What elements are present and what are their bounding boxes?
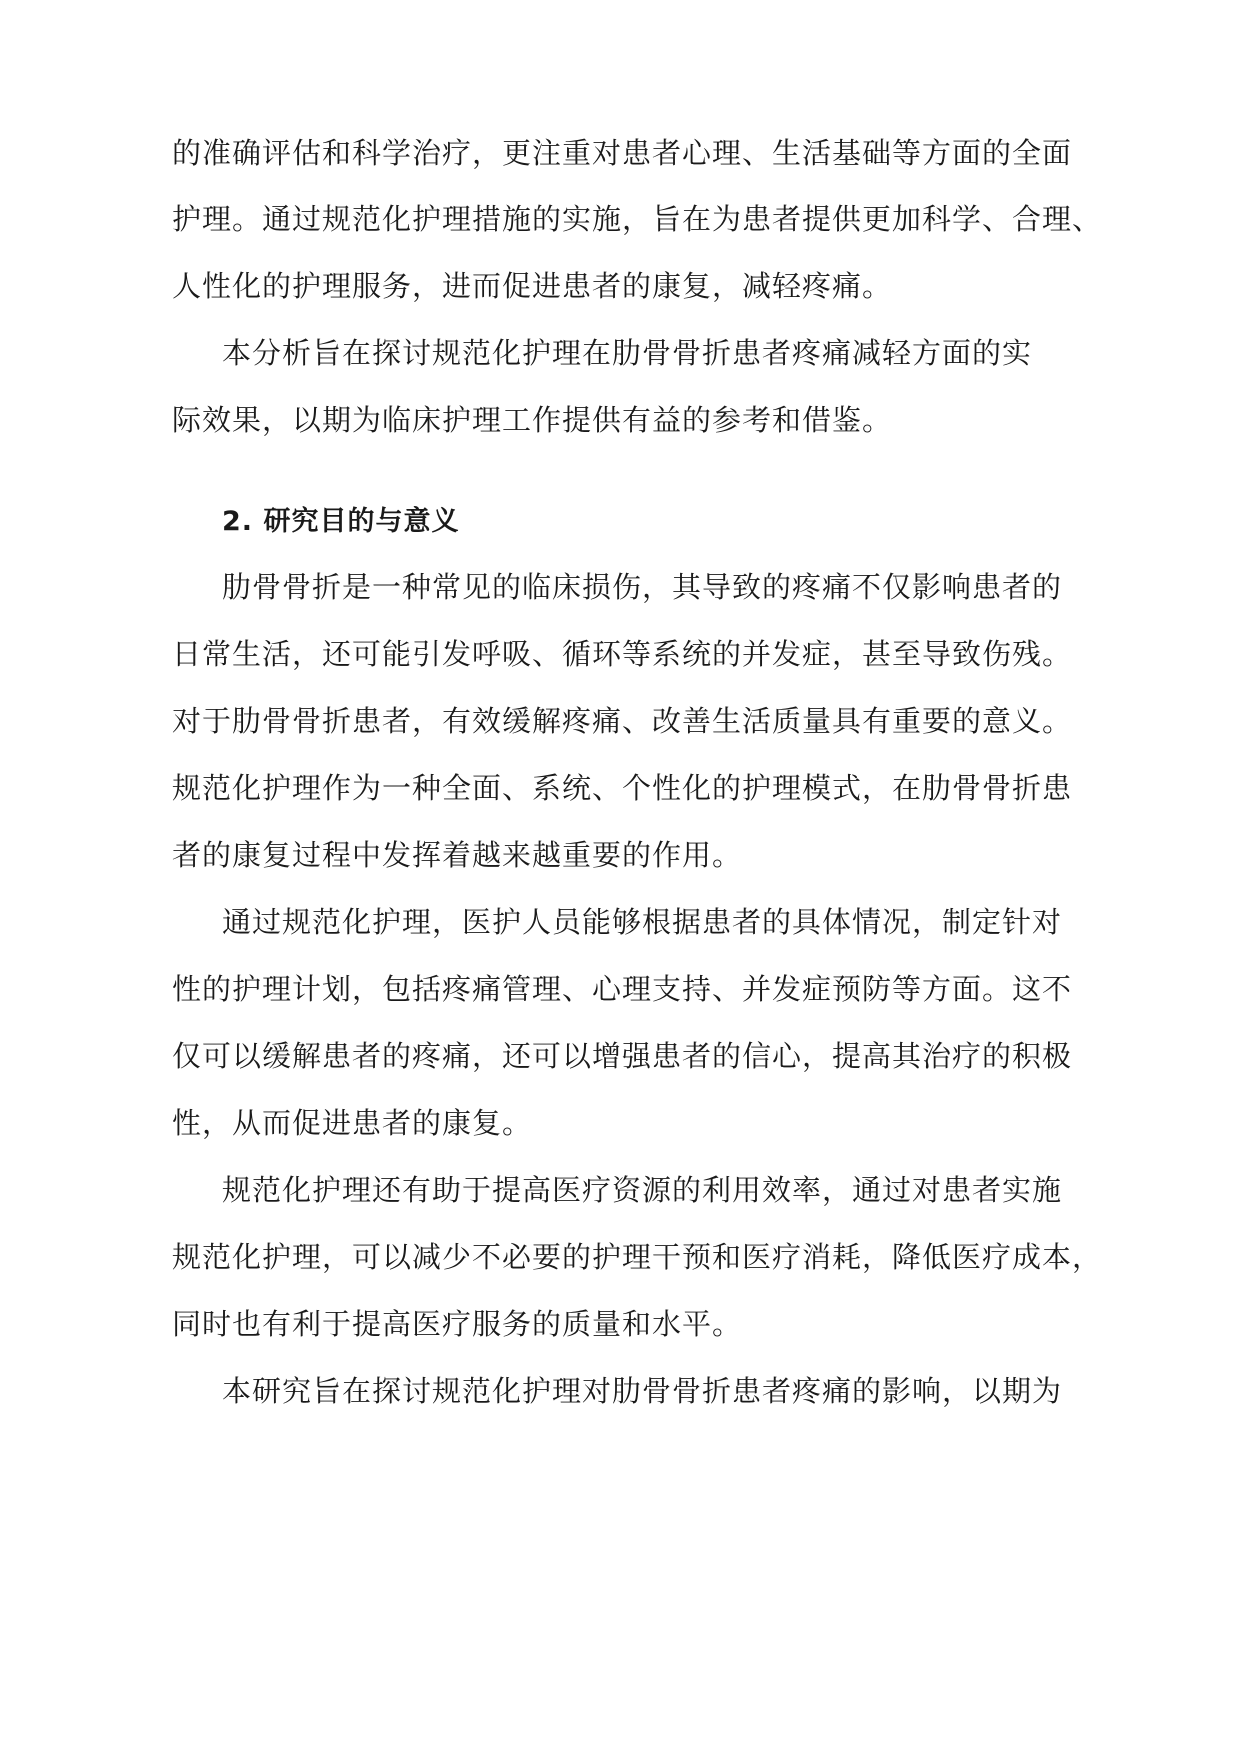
text-line: 规范化护理，可以减少不必要的护理干预和医疗消耗，降低医疗成本，: [172, 1240, 1103, 1274]
text-line: 护理。通过规范化护理措施的实施，旨在为患者提供更加科学、合理、: [172, 202, 1103, 236]
text-line: 本分析旨在探讨规范化护理在肋骨骨折患者疼痛减轻方面的实: [222, 336, 1033, 370]
text-line: 际效果，以期为临床护理工作提供有益的参考和借鉴。: [172, 403, 893, 437]
text-line: 性，从而促进患者的康复。: [172, 1106, 533, 1140]
text-line: 的准确评估和科学治疗，更注重对患者心理、生活基础等方面的全面: [172, 136, 1073, 170]
text-line: 通过规范化护理，医护人员能够根据患者的具体情况，制定针对: [222, 905, 1063, 939]
text-line: 同时也有利于提高医疗服务的质量和水平。: [172, 1307, 743, 1341]
text-line: 规范化护理还有助于提高医疗资源的利用效率，通过对患者实施: [222, 1173, 1063, 1207]
text-line: 本研究旨在探讨规范化护理对肋骨骨折患者疼痛的影响，以期为: [222, 1374, 1063, 1408]
text-line: 仅可以缓解患者的疼痛，还可以增强患者的信心，提高其治疗的积极: [172, 1039, 1073, 1073]
text-line: 日常生活，还可能引发呼吸、循环等系统的并发症，甚至导致伤残。: [172, 637, 1073, 671]
section-heading: 2. 研究目的与意义: [222, 506, 460, 537]
text-line: 肋骨骨折是一种常见的临床损伤，其导致的疼痛不仅影响患者的: [222, 570, 1063, 604]
text-line: 性的护理计划，包括疼痛管理、心理支持、并发症预防等方面。这不: [172, 972, 1073, 1006]
text-line: 者的康复过程中发挥着越来越重要的作用。: [172, 838, 743, 872]
text-line: 对于肋骨骨折患者，有效缓解疼痛、改善生活质量具有重要的意义。: [172, 704, 1073, 738]
text-line: 人性化的护理服务，进而促进患者的康复，减轻疼痛。: [172, 269, 893, 303]
text-line: 规范化护理作为一种全面、系统、个性化的护理模式，在肋骨骨折患: [172, 771, 1073, 805]
